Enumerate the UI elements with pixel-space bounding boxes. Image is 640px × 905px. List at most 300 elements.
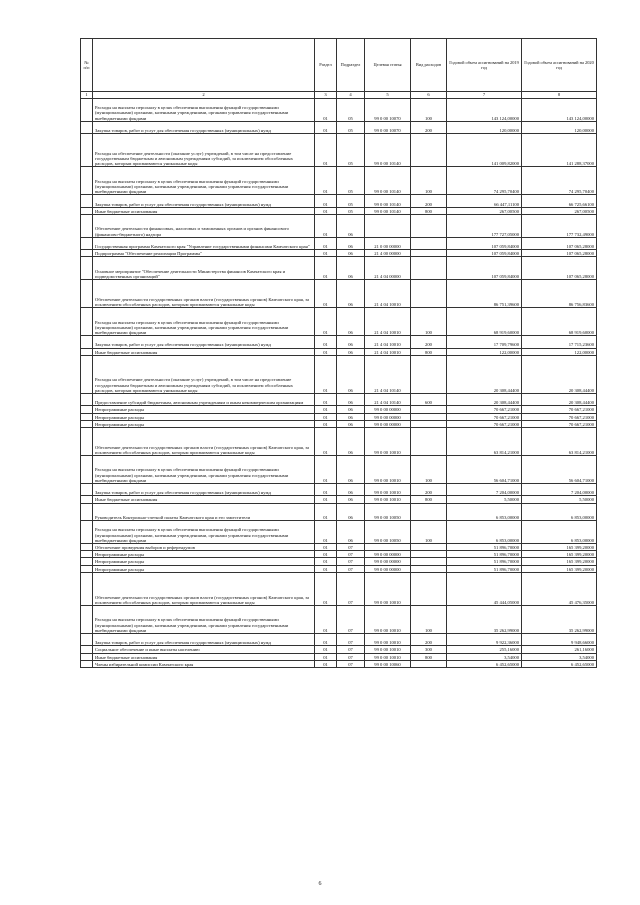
cell-volume-2019: 56 604,71000 bbox=[447, 456, 522, 484]
table-row bbox=[81, 195, 597, 207]
cell-number bbox=[81, 503, 93, 521]
table-row bbox=[81, 348, 597, 355]
cell-expense-name: Социальное обеспечение и иные выплаты населению bbox=[93, 646, 315, 653]
table-row bbox=[81, 250, 597, 257]
cell-expense-name: Закупка товаров, работ и услуг для обеспечения государственных (муниципальных) нужд bbox=[93, 484, 315, 496]
cell-number bbox=[81, 237, 93, 249]
budget-table bbox=[80, 38, 597, 668]
cell-expense-name: Основное мероприятие "Обеспечение деятельности Министерства финансов Камчатского края и подведомственных организаций" bbox=[93, 257, 315, 280]
cell-target-article: 99 0 00 10140 bbox=[365, 134, 411, 167]
cell-volume-2020: 74 295,70400 bbox=[522, 167, 597, 195]
cell-subsection: 06 bbox=[337, 406, 365, 413]
cell-expense-type: 200 bbox=[411, 121, 447, 133]
cell-target-article: 99 0 00 10140 bbox=[365, 195, 411, 207]
cell-expense-type: 600 bbox=[411, 394, 447, 406]
cell-subsection: 07 bbox=[337, 646, 365, 653]
cell-section: 01 bbox=[315, 484, 337, 496]
cell-volume-2020: 107 065,28000 bbox=[522, 257, 597, 280]
table-row bbox=[81, 406, 597, 413]
cell-expense-type bbox=[411, 214, 447, 237]
cell-volume-2020: 20 308,44400 bbox=[522, 355, 597, 393]
table-row bbox=[81, 420, 597, 427]
cell-subsection: 06 bbox=[337, 250, 365, 257]
cell-section: 01 bbox=[315, 214, 337, 237]
cell-volume-2019: 141 009,82000 bbox=[447, 134, 522, 167]
cell-subsection: 06 bbox=[337, 420, 365, 427]
cell-volume-2020: 35 262,99000 bbox=[522, 605, 597, 633]
cell-expense-type: 800 bbox=[411, 653, 447, 660]
cell-volume-2019: 66 447,11100 bbox=[447, 195, 522, 207]
cell-volume-2019: 107 059,84000 bbox=[447, 250, 522, 257]
column-number: 6 bbox=[411, 92, 447, 99]
cell-expense-name: Расходы на выплаты персоналу в целях обеспечения выполнения функций государственными (муниципальными) органами, казенными учреждениями, органами управления государственными внебюджетными фондами bbox=[93, 605, 315, 633]
cell-expense-type: 800 bbox=[411, 207, 447, 214]
cell-volume-2019: 17 709,79600 bbox=[447, 336, 522, 348]
cell-section: 01 bbox=[315, 167, 337, 195]
cell-target-article: 21 0 00 00000 bbox=[365, 237, 411, 249]
cell-volume-2020: 20 308,44400 bbox=[522, 394, 597, 406]
cell-volume-2019: 51 896,70000 bbox=[447, 544, 522, 551]
cell-volume-2020: 63 814,21000 bbox=[522, 428, 597, 456]
page-number: 6 bbox=[318, 881, 322, 887]
cell-expense-name: Непрограммные расходы bbox=[93, 558, 315, 565]
cell-expense-name: Расходы на выплаты персоналу в целях обеспечения выполнения функций государственными (муниципальными) органами, казенными учреждениями, органами управления государственными внебюджетными фондами bbox=[93, 167, 315, 195]
cell-volume-2019: 255,16000 bbox=[447, 646, 522, 653]
cell-volume-2019: 20 308,44400 bbox=[447, 394, 522, 406]
cell-number bbox=[81, 394, 93, 406]
cell-number bbox=[81, 280, 93, 308]
cell-number bbox=[81, 633, 93, 645]
table-row bbox=[81, 544, 597, 551]
header-target-article: Целевая статья bbox=[365, 39, 411, 92]
cell-expense-type bbox=[411, 503, 447, 521]
cell-section: 01 bbox=[315, 195, 337, 207]
column-number: 2 bbox=[93, 92, 315, 99]
cell-volume-2019: 74 295,70400 bbox=[447, 167, 522, 195]
cell-section: 01 bbox=[315, 653, 337, 660]
cell-expense-name: Государственная программа Камчатского края "Управление государственными финансами Камчатского края" bbox=[93, 237, 315, 249]
cell-number bbox=[81, 605, 93, 633]
cell-expense-type: 200 bbox=[411, 336, 447, 348]
cell-expense-name: Расходы на выплаты персоналу в целях обеспечения выполнения функций государственными (муниципальными) органами, казенными учреждениями, органами управления государственными внебюджетными фондами bbox=[93, 99, 315, 122]
cell-number bbox=[81, 565, 93, 572]
cell-section: 01 bbox=[315, 250, 337, 257]
column-number: 1 bbox=[81, 92, 93, 99]
cell-section: 01 bbox=[315, 99, 337, 122]
cell-expense-type bbox=[411, 413, 447, 420]
cell-volume-2019: 70 667,21000 bbox=[447, 406, 522, 413]
cell-number bbox=[81, 558, 93, 565]
column-number: 7 bbox=[447, 92, 522, 99]
cell-volume-2020: 70 667,21000 bbox=[522, 406, 597, 413]
cell-target-article: 99 0 00 00000 bbox=[365, 551, 411, 558]
cell-subsection: 05 bbox=[337, 195, 365, 207]
table-row bbox=[81, 413, 597, 420]
table-row bbox=[81, 167, 597, 195]
column-number: 3 bbox=[315, 92, 337, 99]
cell-volume-2020: 141 288,37000 bbox=[522, 134, 597, 167]
cell-number bbox=[81, 257, 93, 280]
cell-subsection: 07 bbox=[337, 544, 365, 551]
cell-target-article: 99 0 00 10070 bbox=[365, 121, 411, 133]
cell-expense-type bbox=[411, 250, 447, 257]
cell-section: 01 bbox=[315, 521, 337, 544]
cell-subsection: 06 bbox=[337, 521, 365, 544]
cell-volume-2020: 6 853,00000 bbox=[522, 521, 597, 544]
cell-number bbox=[81, 551, 93, 558]
cell-target-article: 99 0 00 10010 bbox=[365, 496, 411, 503]
cell-volume-2019: 51 896,70000 bbox=[447, 565, 522, 572]
cell-volume-2019: 3,54000 bbox=[447, 653, 522, 660]
table-row bbox=[81, 99, 597, 122]
table-row bbox=[81, 565, 597, 572]
cell-expense-type: 200 bbox=[411, 195, 447, 207]
cell-volume-2020: 107 065,28000 bbox=[522, 237, 597, 249]
cell-subsection: 05 bbox=[337, 134, 365, 167]
cell-expense-type bbox=[411, 660, 447, 667]
cell-expense-name: Закупка товаров, работ и услуг для обеспечения государственных (муниципальных) нужд bbox=[93, 121, 315, 133]
cell-volume-2019: 107 059,84000 bbox=[447, 237, 522, 249]
cell-section: 01 bbox=[315, 420, 337, 427]
cell-subsection: 05 bbox=[337, 99, 365, 122]
cell-target-article: 99 0 00 10010 bbox=[365, 572, 411, 605]
cell-expense-name: Обеспечение деятельности государственных органов власти (государственных органов) Камчатского края, за исключением обособленных расходов, которым присваиваются уникальные коды bbox=[93, 280, 315, 308]
cell-volume-2020: 165 399,20000 bbox=[522, 544, 597, 551]
cell-target-article: 99 0 00 10050 bbox=[365, 503, 411, 521]
cell-expense-name: Иные бюджетные ассигнования bbox=[93, 653, 315, 660]
table-row bbox=[81, 633, 597, 645]
cell-expense-type bbox=[411, 572, 447, 605]
cell-section: 01 bbox=[315, 406, 337, 413]
cell-expense-name: Расходы на выплаты персоналу в целях обеспечения выполнения функций государственными (муниципальными) органами, казенными учреждениями, органами управления государственными внебюджетными фондами bbox=[93, 456, 315, 484]
table-row bbox=[81, 456, 597, 484]
cell-volume-2020: 70 667,21000 bbox=[522, 413, 597, 420]
table-row bbox=[81, 308, 597, 336]
cell-volume-2019: 70 667,21000 bbox=[447, 420, 522, 427]
cell-target-article: 99 0 00 10010 bbox=[365, 456, 411, 484]
cell-number bbox=[81, 348, 93, 355]
cell-target-article: 21 4 04 10140 bbox=[365, 394, 411, 406]
cell-volume-2019: 86 751,39600 bbox=[447, 280, 522, 308]
cell-expense-type bbox=[411, 280, 447, 308]
cell-expense-type bbox=[411, 551, 447, 558]
cell-target-article: 99 0 00 10070 bbox=[365, 99, 411, 122]
header-volume-2019: Годовой объем ассигнований на 2019 год bbox=[447, 39, 522, 92]
cell-target-article: 99 0 00 10010 bbox=[365, 633, 411, 645]
cell-volume-2020: 165 399,20000 bbox=[522, 565, 597, 572]
cell-number bbox=[81, 544, 93, 551]
cell-volume-2020: 6 853,00000 bbox=[522, 503, 597, 521]
cell-target-article: 99 0 00 10140 bbox=[365, 167, 411, 195]
cell-volume-2019: 6 853,00000 bbox=[447, 521, 522, 544]
cell-volume-2020: 267,00500 bbox=[522, 207, 597, 214]
cell-expense-type bbox=[411, 406, 447, 413]
cell-target-article: 21 4 04 10010 bbox=[365, 348, 411, 355]
table-row bbox=[81, 551, 597, 558]
table-row bbox=[81, 394, 597, 406]
cell-subsection: 07 bbox=[337, 653, 365, 660]
cell-volume-2020: 45 476,35000 bbox=[522, 572, 597, 605]
cell-subsection: 06 bbox=[337, 484, 365, 496]
cell-expense-type: 300 bbox=[411, 646, 447, 653]
cell-section: 01 bbox=[315, 605, 337, 633]
cell-volume-2019: 68 919,60000 bbox=[447, 308, 522, 336]
cell-volume-2020: 9 948,66000 bbox=[522, 633, 597, 645]
table-row bbox=[81, 572, 597, 605]
cell-section: 01 bbox=[315, 207, 337, 214]
cell-volume-2019: 6 452,65000 bbox=[447, 660, 522, 667]
cell-volume-2020: 70 667,21000 bbox=[522, 420, 597, 427]
cell-subsection: 06 bbox=[337, 214, 365, 237]
cell-subsection: 06 bbox=[337, 496, 365, 503]
cell-target-article bbox=[365, 214, 411, 237]
cell-target-article: 99 0 00 10010 bbox=[365, 428, 411, 456]
cell-expense-type bbox=[411, 420, 447, 427]
table-row bbox=[81, 237, 597, 249]
cell-number bbox=[81, 496, 93, 503]
cell-volume-2020: 177 732,49000 bbox=[522, 214, 597, 237]
cell-section: 01 bbox=[315, 121, 337, 133]
cell-volume-2019: 143 124,00000 bbox=[447, 99, 522, 122]
cell-subsection: 07 bbox=[337, 633, 365, 645]
cell-volume-2019: 9 922,36000 bbox=[447, 633, 522, 645]
cell-section: 01 bbox=[315, 565, 337, 572]
table-row bbox=[81, 653, 597, 660]
cell-expense-type bbox=[411, 257, 447, 280]
cell-expense-name: Обеспечение деятельности финансовых, налоговых и таможенных органов и органов финансового (финансово-бюджетного) надзора bbox=[93, 214, 315, 237]
cell-number bbox=[81, 420, 93, 427]
cell-volume-2020: 56 604,71000 bbox=[522, 456, 597, 484]
cell-volume-2019: 267,00500 bbox=[447, 207, 522, 214]
cell-volume-2020: 165 399,20000 bbox=[522, 558, 597, 565]
cell-number bbox=[81, 134, 93, 167]
cell-subsection: 06 bbox=[337, 280, 365, 308]
cell-target-article: 99 0 00 10010 bbox=[365, 605, 411, 633]
cell-volume-2020: 122,00000 bbox=[522, 348, 597, 355]
cell-subsection: 06 bbox=[337, 308, 365, 336]
cell-subsection: 06 bbox=[337, 348, 365, 355]
cell-subsection: 07 bbox=[337, 660, 365, 667]
cell-expense-type: 800 bbox=[411, 348, 447, 355]
table-row bbox=[81, 121, 597, 133]
cell-target-article bbox=[365, 544, 411, 551]
cell-volume-2020: 120,00000 bbox=[522, 121, 597, 133]
table-row bbox=[81, 484, 597, 496]
cell-number bbox=[81, 121, 93, 133]
cell-volume-2019: 51 896,70000 bbox=[447, 551, 522, 558]
cell-volume-2020: 68 919,60000 bbox=[522, 308, 597, 336]
cell-section: 01 bbox=[315, 572, 337, 605]
cell-volume-2020: 66 725,66100 bbox=[522, 195, 597, 207]
cell-subsection: 07 bbox=[337, 572, 365, 605]
cell-section: 01 bbox=[315, 237, 337, 249]
cell-number bbox=[81, 521, 93, 544]
header-subsection: Подраздел bbox=[337, 39, 365, 92]
cell-expense-name: Предоставление субсидий бюджетным, автономным учреждениям и иным некоммерческим организациям bbox=[93, 394, 315, 406]
cell-expense-name: Непрограммные расходы bbox=[93, 420, 315, 427]
cell-expense-name: Непрограммные расходы bbox=[93, 406, 315, 413]
table-row bbox=[81, 521, 597, 544]
cell-expense-name: Обеспечение деятельности государственных органов власти (государственных органов) Камчатского края, за исключением обособленных расходов, которым присваиваются уникальные коды bbox=[93, 572, 315, 605]
cell-volume-2020: 86 756,83600 bbox=[522, 280, 597, 308]
column-number-row bbox=[81, 92, 597, 99]
cell-expense-name: Обеспечение деятельности государственных органов власти (государственных органов) Камчатского края, за исключением обособленных расходов, которым присваиваются уникальные коды bbox=[93, 428, 315, 456]
cell-number bbox=[81, 99, 93, 122]
cell-section: 01 bbox=[315, 456, 337, 484]
cell-expense-type bbox=[411, 558, 447, 565]
cell-target-article: 21 4 04 00000 bbox=[365, 257, 411, 280]
cell-expense-type: 100 bbox=[411, 167, 447, 195]
header-number: № п/п bbox=[81, 39, 93, 92]
cell-number bbox=[81, 207, 93, 214]
table-row bbox=[81, 660, 597, 667]
cell-expense-type bbox=[411, 428, 447, 456]
cell-number bbox=[81, 250, 93, 257]
cell-subsection: 06 bbox=[337, 355, 365, 393]
cell-volume-2019: 45 444,05000 bbox=[447, 572, 522, 605]
cell-number bbox=[81, 572, 93, 605]
cell-subsection: 05 bbox=[337, 167, 365, 195]
cell-expense-name: Закупка товаров, работ и услуг для обеспечения государственных (муниципальных) нужд bbox=[93, 195, 315, 207]
cell-subsection: 06 bbox=[337, 413, 365, 420]
header-row bbox=[81, 39, 597, 92]
cell-expense-name: Закупка товаров, работ и услуг для обеспечения государственных (муниципальных) нужд bbox=[93, 336, 315, 348]
cell-volume-2019: 7 204,00000 bbox=[447, 484, 522, 496]
cell-section: 01 bbox=[315, 646, 337, 653]
header-section: Раздел bbox=[315, 39, 337, 92]
cell-subsection: 06 bbox=[337, 456, 365, 484]
cell-expense-name: Иные бюджетные ассигнования bbox=[93, 348, 315, 355]
cell-number bbox=[81, 195, 93, 207]
cell-number bbox=[81, 336, 93, 348]
cell-volume-2019: 120,00000 bbox=[447, 121, 522, 133]
cell-number bbox=[81, 167, 93, 195]
cell-volume-2019: 51 896,70000 bbox=[447, 558, 522, 565]
table-row bbox=[81, 496, 597, 503]
cell-section: 01 bbox=[315, 496, 337, 503]
cell-expense-name: Обеспечение проведения выборов и референдумов bbox=[93, 544, 315, 551]
cell-volume-2020: 165 399,20000 bbox=[522, 551, 597, 558]
table-row bbox=[81, 646, 597, 653]
cell-number bbox=[81, 646, 93, 653]
cell-number bbox=[81, 413, 93, 420]
cell-target-article: 99 0 00 00000 bbox=[365, 565, 411, 572]
cell-target-article: 99 0 00 00000 bbox=[365, 420, 411, 427]
header-volume-2020: Годовой объем ассигнований на 2020 год bbox=[522, 39, 597, 92]
cell-expense-type: 200 bbox=[411, 633, 447, 645]
cell-subsection: 06 bbox=[337, 257, 365, 280]
cell-target-article: 99 0 00 10010 bbox=[365, 484, 411, 496]
cell-expense-type bbox=[411, 237, 447, 249]
table-row bbox=[81, 558, 597, 565]
cell-expense-name: Расходы на обеспечение деятельности (оказание услуг) учреждений, в том числе на предоставление государственным бюджетным и автономным учреждениям субсидий, за исключением обособленных расходов, которым присваиваются уникальные коды bbox=[93, 355, 315, 393]
cell-expense-name: Непрограммные расходы bbox=[93, 413, 315, 420]
cell-expense-name: Непрограммные расходы bbox=[93, 551, 315, 558]
cell-subsection: 06 bbox=[337, 336, 365, 348]
cell-expense-type bbox=[411, 134, 447, 167]
table-row bbox=[81, 355, 597, 393]
cell-number bbox=[81, 406, 93, 413]
cell-target-article: 99 0 00 00000 bbox=[365, 406, 411, 413]
cell-volume-2019: 107 059,84000 bbox=[447, 257, 522, 280]
cell-section: 01 bbox=[315, 134, 337, 167]
cell-target-article: 99 0 00 00000 bbox=[365, 413, 411, 420]
cell-expense-type: 800 bbox=[411, 496, 447, 503]
cell-subsection: 05 bbox=[337, 207, 365, 214]
cell-subsection: 06 bbox=[337, 428, 365, 456]
cell-section: 01 bbox=[315, 280, 337, 308]
cell-volume-2020: 7 204,00000 bbox=[522, 484, 597, 496]
cell-subsection: 06 bbox=[337, 394, 365, 406]
cell-expense-name: Иные бюджетные ассигнования bbox=[93, 207, 315, 214]
cell-volume-2019: 70 667,21000 bbox=[447, 413, 522, 420]
cell-number bbox=[81, 214, 93, 237]
cell-target-article: 21 4 04 10010 bbox=[365, 336, 411, 348]
cell-volume-2020: 17 715,23600 bbox=[522, 336, 597, 348]
cell-target-article: 99 0 00 00000 bbox=[365, 558, 411, 565]
cell-subsection: 06 bbox=[337, 503, 365, 521]
table-row bbox=[81, 503, 597, 521]
cell-section: 01 bbox=[315, 394, 337, 406]
cell-number bbox=[81, 308, 93, 336]
cell-expense-name: Иные бюджетные ассигнования bbox=[93, 496, 315, 503]
cell-target-article: 99 0 00 10010 bbox=[365, 646, 411, 653]
cell-volume-2020: 3,54000 bbox=[522, 653, 597, 660]
table-row bbox=[81, 134, 597, 167]
cell-volume-2020: 143 124,00000 bbox=[522, 99, 597, 122]
cell-target-article: 21 4 04 10010 bbox=[365, 308, 411, 336]
cell-section: 01 bbox=[315, 633, 337, 645]
cell-target-article: 21 4 04 10010 bbox=[365, 280, 411, 308]
cell-subsection: 07 bbox=[337, 605, 365, 633]
table-row bbox=[81, 280, 597, 308]
cell-expense-name: Расходы на обеспечение деятельности (оказание услуг) учреждений, в том числе на предоставление государственным бюджетным и автономным учреждениям субсидий, за исключением обособленных расходов, которым присваиваются уникальные коды bbox=[93, 134, 315, 167]
cell-subsection: 07 bbox=[337, 565, 365, 572]
cell-expense-name: Закупка товаров, работ и услуг для обеспечения государственных (муниципальных) нужд bbox=[93, 633, 315, 645]
cell-section: 01 bbox=[315, 257, 337, 280]
cell-volume-2019: 5,50000 bbox=[447, 496, 522, 503]
cell-section: 01 bbox=[315, 503, 337, 521]
cell-subsection: 07 bbox=[337, 558, 365, 565]
cell-target-article: 21 4 04 10140 bbox=[365, 355, 411, 393]
cell-subsection: 06 bbox=[337, 237, 365, 249]
cell-expense-type: 100 bbox=[411, 308, 447, 336]
header-name bbox=[93, 39, 315, 92]
cell-expense-type bbox=[411, 355, 447, 393]
header-expense-type: Вид расходов bbox=[411, 39, 447, 92]
column-number: 4 bbox=[337, 92, 365, 99]
cell-expense-name: Подпрограмма "Обеспечение реализации Программы" bbox=[93, 250, 315, 257]
cell-target-article: 99 0 00 10010 bbox=[365, 653, 411, 660]
cell-expense-name: Расходы на выплаты персоналу в целях обеспечения выполнения функций государственными (муниципальными) органами, казенными учреждениями, органами управления государственными внебюджетными фондами bbox=[93, 308, 315, 336]
table-row bbox=[81, 207, 597, 214]
cell-number bbox=[81, 660, 93, 667]
table-row bbox=[81, 214, 597, 237]
cell-number bbox=[81, 653, 93, 660]
table-row bbox=[81, 257, 597, 280]
column-number: 8 bbox=[522, 92, 597, 99]
cell-expense-name: Непрограммные расходы bbox=[93, 565, 315, 572]
cell-expense-type: 100 bbox=[411, 456, 447, 484]
cell-volume-2019: 122,00000 bbox=[447, 348, 522, 355]
table-body bbox=[81, 99, 597, 668]
cell-section: 01 bbox=[315, 336, 337, 348]
cell-expense-name: Члены избирательной комиссии Камчатского края bbox=[93, 660, 315, 667]
cell-target-article: 99 0 00 10060 bbox=[365, 660, 411, 667]
cell-subsection: 07 bbox=[337, 551, 365, 558]
table-row bbox=[81, 605, 597, 633]
cell-expense-type: 200 bbox=[411, 484, 447, 496]
